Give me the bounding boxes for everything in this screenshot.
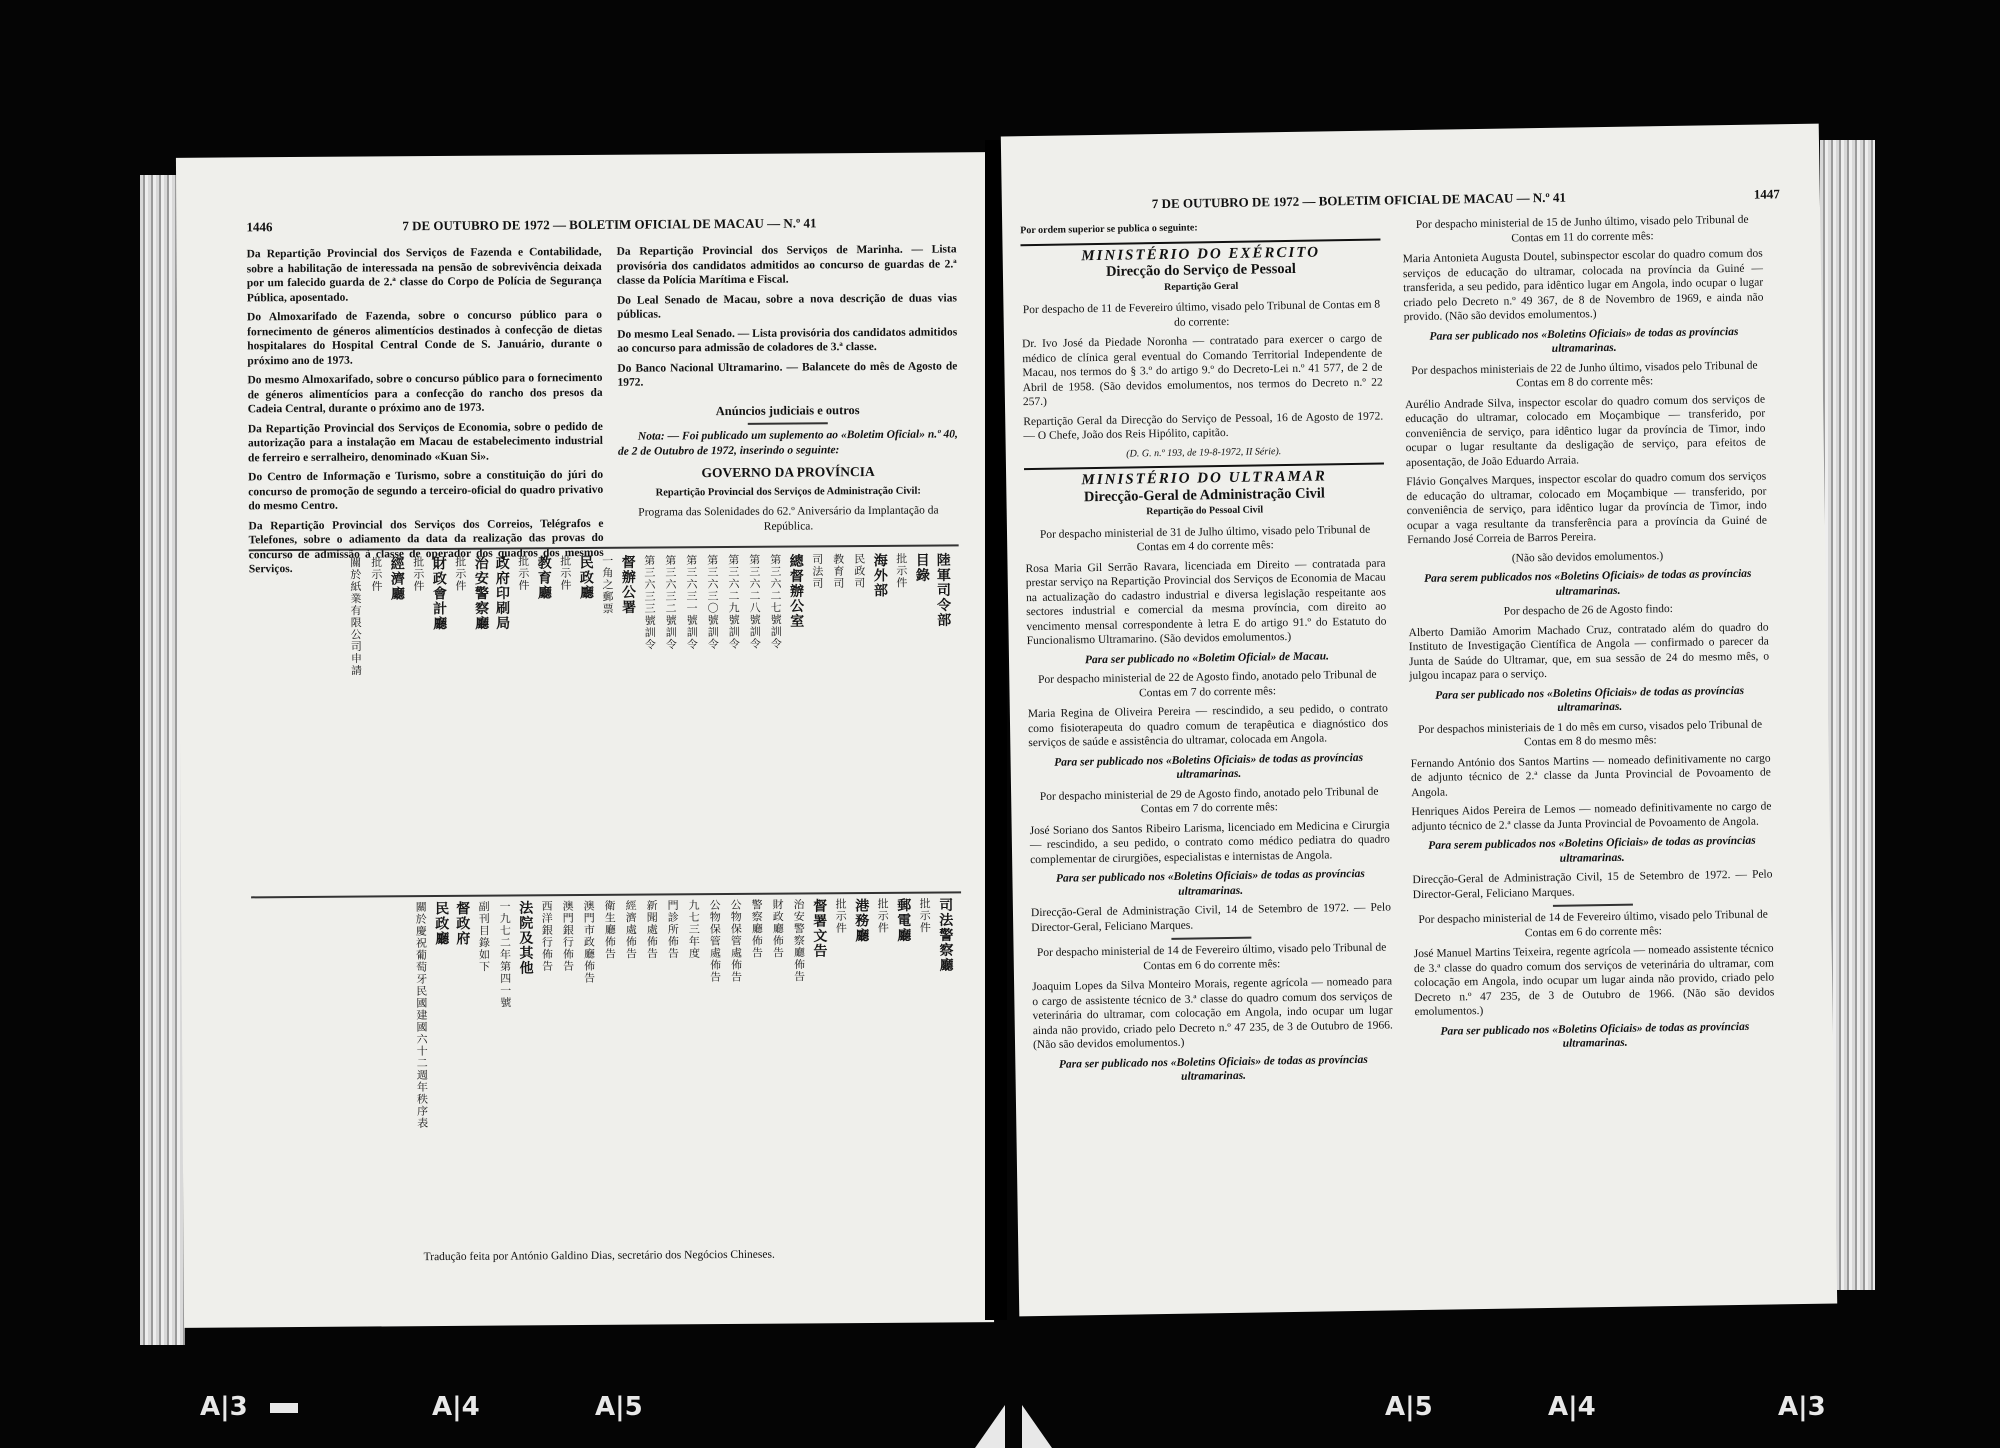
chinese-index-entry: 教育司	[831, 553, 845, 590]
publication-note: Para ser publicado no «Boletim Oficial» de Macau.	[1084, 649, 1330, 666]
chinese-index-entry: 第三六二九號訓令	[726, 553, 741, 651]
translation-credit: Tradução feita por António Galdino Dias, secretário dos Negócios Chineses.	[423, 1248, 775, 1264]
dispatch-paragraph: Fernando António dos Santos Martins — nomeado definitivamente no cargo de adjunto técnico de 2.ª classe da Junta Provincial de Povoamento de Angola.	[1410, 751, 1771, 799]
source-reference: (D. G. n.º 193, de 19-8-1972, II Série).	[1126, 445, 1282, 460]
chinese-index-entry: 港務廳	[853, 898, 870, 944]
chinese-index-entry: 第三六三三號訓令	[642, 554, 657, 651]
publication-note: Para ser publicado nos «Boletins Oficiais» de todas as províncias ultramarinas.	[1055, 867, 1365, 898]
film-marker: A|3	[1778, 1392, 1826, 1422]
chinese-index-entry: 郵電廳	[895, 897, 912, 943]
dispatch-paragraph: Por despacho de 11 de Fevereiro último, visado pelo Tribunal de Contas em 8 do corrente:	[1022, 298, 1381, 329]
chinese-index-entry: 副刊目錄如下	[477, 900, 491, 973]
chinese-index-entry: 公物保管處佈告	[708, 899, 722, 984]
dispatch-paragraph: Por despachos ministeriais de 1 do mês em curso, visados pelo Tribunal de Contas em 8 do mesmo mês:	[1418, 718, 1763, 749]
dispatch-paragraph: Alberto Damião Amorim Machado Cruz, contratado além do quadro do Instituto de Investigação Científica de Angola — confirmado o parecer da Junta de Saúde do Ultramar, que, em sua sessão de 24 do mesmo mês, o julgou incapaz para o serviço.	[1408, 620, 1770, 683]
ministry-heading: MINISTÉRIO DO EXÉRCITO	[1020, 238, 1380, 264]
chinese-index-entry: 財政會計廳	[430, 555, 448, 632]
chinese-index-entry: 民政廳	[577, 554, 595, 601]
chinese-index-entry: 第三六二七號訓令	[768, 553, 783, 650]
chinese-index-entry: 西洋銀行佈告	[540, 900, 554, 973]
chinese-index-entry: 總督辦公室	[787, 553, 805, 629]
chinese-index-entry: 批示件	[558, 555, 572, 592]
summary-column-1	[247, 245, 604, 582]
right-column-2	[1402, 213, 1775, 1059]
chinese-index-entry: 批示件	[876, 897, 890, 934]
film-marker: A|4	[432, 1392, 480, 1422]
right-page-header	[1152, 186, 1780, 212]
dispatch-paragraph: Por despacho ministerial de 14 de Fevereiro último, visado pelo Tribunal de Contas em 6 do corrente mês:	[1036, 941, 1387, 972]
right-page	[1001, 124, 1837, 1317]
chinese-index-entry: 批示件	[453, 555, 467, 592]
chinese-index-entry: 門診所佈告	[666, 899, 680, 960]
chinese-index-entry: 關於紙業有限公司申請	[348, 556, 363, 677]
publication-note: Para serem publicados nos «Boletins Oficiais» de todas as províncias ultramarinas.	[1428, 834, 1756, 865]
chinese-index-entry: 九七三年度	[687, 899, 701, 960]
emoluments-note: (Não são devidos emolumentos.)	[1511, 549, 1664, 565]
dispatch-paragraph: Por despacho ministerial de 31 de Julho último, visado pelo Tribunal de Contas em 4 do corrente mês:	[1039, 523, 1371, 554]
summary-item: Do Almoxarifado de Fazenda, sobre o concurso público para o fornecimento de géneros alimentícios destinados à confecção de dietas hospitalares do Hospital Central Conde de S. Januário, durante o próximo ano de 1973.	[246, 308, 603, 367]
chinese-index-entry: 法院及其他	[517, 900, 534, 976]
publication-note: Para ser publicado nos «Boletins Oficiais» de todas as províncias ultramarinas.	[1429, 325, 1739, 355]
dispatch-paragraph: Por despachos ministeriais de 22 de Junho último, visados pelo Tribunal de Contas em 8 do corrente mês:	[1411, 359, 1758, 390]
left-page	[176, 152, 994, 1328]
chinese-index-entry: 陸軍司令部	[934, 552, 952, 628]
section-heading-governo: GOVERNO DA PROVÍNCIA	[701, 463, 875, 481]
chinese-index-entry: 司法司	[810, 553, 824, 590]
chinese-index-entry: 一九七二年第四一號	[498, 900, 512, 1009]
chinese-index-entry: 批示件	[894, 552, 908, 589]
nota: Nota: — Foi publicado um suplemento ao «Boletim Oficial» n.º 40, de 2 de Outubro de 1972, inserindo o seguinte:	[617, 428, 958, 458]
dispatch-paragraph: Dr. Ivo José da Piedade Noronha — contratado para exercer o cargo de médico de clínica geral eventual do Comando Territorial Independente de Macau, nos termos do § 3.º do artigo 9.º do Decreto-Lei n.º 41 577, de 2 de Abril de 1958. (São devidos emolumentos, nos termos do Decreto n.º 22 257.)	[1021, 332, 1383, 409]
publication-note: Para serem publicados nos «Boletins Oficiais» de todas as províncias ultramarinas.	[1423, 567, 1752, 598]
department-heading: Repartição Geral	[1164, 280, 1239, 293]
film-marker: A|5	[595, 1392, 643, 1422]
chinese-index-entry: 批示件	[516, 555, 530, 592]
directorate-heading: Direcção do Serviço de Pessoal	[1105, 260, 1296, 280]
publication-note: Para ser publicado nos «Boletins Oficiais» de todas as províncias ultramarinas.	[1440, 1020, 1750, 1050]
film-marker: A|5	[1385, 1392, 1433, 1422]
summary-column-2	[617, 242, 959, 539]
chinese-index-entry: 經濟廳	[388, 556, 406, 602]
intro: Por ordem superior se publica o seguinte:	[1020, 222, 1198, 237]
dispatch-paragraph: José Soriano dos Santos Ribeiro Larisma, licenciado em Medicina e Cirurgia — rescindido, a seu pedido, o contrato como médico pediatra do quadro complementar de cirurgiões, especialistas e internistas de Angola.	[1029, 818, 1390, 866]
publication-note: Para ser publicado nos «Boletins Oficiais» de todas as províncias ultramarinas.	[1435, 684, 1745, 714]
dispatch-paragraph: Por despacho de 26 de Agosto findo:	[1503, 602, 1674, 618]
summary-item: Do Leal Senado de Macau, sobre a nova descrição de duas vias públicas.	[616, 291, 957, 321]
running-title: 7 DE OUTUBRO DE 1972 — BOLETIM OFICIAL DE MACAU — N.º 41	[1151, 189, 1567, 212]
summary-item: Do mesmo Leal Senado. — Lista provisória dos candidatos admitidos ao concurso para admissão de coladores de 3.ª classe.	[617, 325, 958, 355]
film-marker: A|3	[200, 1392, 248, 1422]
chinese-index-entry: 目錄	[913, 552, 930, 583]
dispatch-paragraph: Maria Regina de Oliveira Pereira — rescindido, a seu pedido, o contrato como fisioterapeuta do quadro comum de terapêutica e diagnóstico dos serviços de saúde e assistência do ultramar, colocada em Angola.	[1027, 702, 1389, 750]
chinese-index-bottom	[251, 897, 953, 1232]
film-marker: A|4	[1548, 1392, 1596, 1422]
programa: Programa das Solenidades do 62.º Aniversário da Implantação da República.	[638, 504, 939, 533]
chinese-index-entry: 財政廳佈告	[771, 898, 785, 959]
film-center-notch	[1022, 1405, 1052, 1448]
dispatch-paragraph: Repartição Geral da Direcção do Serviço de Pessoal, 16 de Agosto de 1972. — O Chefe, João dos Reis Hipólito, capitão.	[1023, 410, 1384, 443]
chinese-index-entry: 第三六三二號訓令	[663, 554, 678, 651]
department-heading: Repartição do Pessoal Civil	[1146, 504, 1264, 518]
chinese-index-entry: 司法警察廳	[937, 897, 954, 973]
dispatch-paragraph: Por despacho ministerial de 29 de Agosto findo, anotado pelo Tribunal de Contas em 7 do corrente mês:	[1039, 785, 1379, 816]
dispatch-paragraph: Por despacho ministerial de 15 de Junho último, visado pelo Tribunal de Contas em 11 do corrente mês:	[1415, 213, 1749, 244]
summary-item: Da Repartição Provincial dos Serviços dos Correios, Telégrafos e Telefones, sobre o adiamento da data da realização das provas do concurso de admissão à classe de operador dos quadros dos mesmos Serviços.	[248, 517, 604, 576]
chinese-index-entry: 批示件	[369, 556, 383, 593]
chinese-index-entry: 批示件	[834, 898, 848, 935]
page-number: 1446	[246, 219, 273, 235]
chinese-index-entry: 第三六三〇號訓令	[705, 554, 720, 651]
chinese-index-entry: 新聞處佈告	[645, 899, 659, 960]
reparticao-heading: Repartição Provincial dos Serviços de Administração Civil:	[655, 485, 921, 499]
running-title: 7 DE OUTUBRO DE 1972 — BOLETIM OFICIAL DE MACAU — N.º 41	[402, 215, 817, 234]
chinese-index-top	[249, 552, 951, 857]
dispatch-paragraph: José Manuel Martins Teixeira, regente agrícola — nomeado assistente técnico de 3.ª classe do quadro comum dos serviços de veterinária do ultramar, com colocação em Angola, indo ocupar um lugar ainda não provido, criado pelo Decreto n.º 47 235, de 3 de Outubro de 1966. (Não são devidos emolumentos.)	[1413, 942, 1775, 1019]
chinese-index-entry: 治安警察廳佈告	[792, 898, 806, 983]
signature-line: Direcção-Geral de Administração Civil, 15 de Setembro de 1972. — Pelo Director-Geral, Feliciano Marques.	[1412, 868, 1773, 901]
chinese-index-entry: 澳門銀行佈告	[561, 900, 575, 973]
publication-note: Para ser publicado nos «Boletins Oficiais» de todas as províncias ultramarinas.	[1058, 1053, 1368, 1083]
chinese-index-entry: 督辦公署	[619, 554, 637, 615]
summary-item: Do mesmo Almoxarifado, sobre o concurso público para o fornecimento de géneros alimentícios para a confecção do rancho dos presos da Cadeia Central, durante o próximo ano de 1973.	[247, 371, 603, 416]
dispatch-paragraph: Flávio Gonçalves Marques, inspector escolar do quadro comum dos serviços de educação do ultramar, colocado em Moçambique — transferido, por conveniência de serviço, para idêntico lugar da província de Timor, indo ocupar a vaga resultante da transferência para a província da Guiné de Fernando José Correia de Barros Pereira.	[1406, 470, 1767, 547]
summary-item: Do Centro de Informação e Turismo, sobre a constituição do júri do concurso de promoção de segundo a terceiro-oficial do quadro privativo do mesmo Centro.	[248, 468, 604, 513]
chinese-index-entry: 民政司	[852, 553, 866, 590]
summary-item: Da Repartição Provincial dos Serviços de Marinha. — Lista provisória dos candidatos admitidos ao concurso de guardas de 2.ª classe da Polícia Marítima e Fiscal.	[616, 243, 957, 287]
chinese-index-entry: 公物保管處佈告	[729, 898, 743, 983]
left-page-header	[246, 214, 946, 235]
summary-item: Do Banco Nacional Ultramarino. — Balancete do mês de Agosto de 1972.	[617, 359, 958, 389]
publication-note: Para ser publicado nos «Boletins Oficiais» de todas as províncias ultramarinas.	[1054, 751, 1364, 781]
chinese-index-entry: 澳門市政廳佈告	[582, 899, 596, 985]
section-heading-anuncios: Anúncios judiciais e outros	[715, 402, 860, 418]
dispatch-paragraph: Por despacho ministerial de 14 de Fevereiro último, visado pelo Tribunal de Contas em 6 do corrente mês:	[1418, 908, 1768, 939]
film-center-notch	[975, 1405, 1005, 1448]
directorate-heading: Direcção-Geral de Administração Civil	[1083, 484, 1326, 505]
chinese-index-entry: 治安警察廳	[472, 555, 490, 631]
dispatch-paragraph: Por despacho ministerial de 22 de Agosto findo, anotado pelo Tribunal de Contas em 7 do corrente mês:	[1037, 668, 1377, 699]
chinese-index-entry: 第三六三一號訓令	[684, 554, 699, 651]
right-column-1	[1020, 219, 1394, 1092]
dispatch-paragraph: Henriques Aidos Pereira de Lemos — nomeado definitivamente no cargo de adjunto técnico de 2.ª classe da Junta Provincial de Povoamento de Angola.	[1411, 800, 1772, 833]
signature-line: Direcção-Geral de Administração Civil, 14 de Setembro de 1972. — Pelo Director-Geral, Feliciano Marques.	[1030, 901, 1392, 934]
dispatch-paragraph: Rosa Maria Gil Serrão Ravara, licenciada em Direito — contratada para prestar serviço na Repartição Provincial dos Serviços de Economia de Macau na actualização do cadastro industrial e diversa legislação respeitante aos sectores industrial e comercial da mesma província, com direito ao vencimento mensal correspondente à letra E do artigo 91.º do Estatuto do Funcionalismo Ultramarino. (São devidos emolumentos.)	[1025, 557, 1387, 648]
ministry-heading: MINISTÉRIO DO ULTRAMAR	[1024, 463, 1384, 489]
dispatch-paragraph: Joaquim Lopes da Silva Monteiro Morais, regente agrícola — nomeado para o cargo de assistente técnico de 3.ª classe do quadro comum dos serviços de veterinária do ultramar, com colocação em Angola, indo ocupar um lugar ainda não provido, criado pelo Decreto n.º 47 235, de 3 de Outubro de 1966. (Não são devidos emolumentos.)	[1032, 975, 1393, 1052]
chinese-index-entry: 政府印刷局	[493, 555, 511, 631]
dispatch-paragraph: Maria Antonieta Augusta Doutel, subinspector escolar do quadro comum dos serviços de educação do ultramar, colocada na província da Guiné — transferida, a seu pedido, para idêntico lugar em Angola, indo ocupar o lugar criado pelo Decreto n.º 49 367, de 8 de Novembro de 1969, e ainda não provido. (Não são devidos emolumentos.)	[1402, 247, 1764, 324]
chinese-index-entry: 衛生廳佈告	[603, 899, 617, 960]
dispatch-paragraph: Aurélio Andrade Silva, inspector escolar do quadro comum dos serviços de educação do ultramar, colocado em Moçambique — transferido, por conveniência de serviço, para idêntico lugar da província de Timor, indo ocupar o lugar resultante da desligação de serviço, para efeitos de aposentação, de João Eduardo Arraia.	[1404, 393, 1766, 469]
chinese-index-entry: 一角之郵票	[600, 554, 615, 615]
chinese-index-entry: 教育廳	[535, 555, 553, 601]
film-notch	[270, 1403, 298, 1413]
chinese-index-entry: 督政府	[454, 900, 471, 946]
page-number: 1447	[1753, 186, 1780, 202]
summary-item: Da Repartição Provincial dos Serviços de Economia, sobre o pedido de autorização para a instalação em Macau de estabelecimento industrial de ferreiro e serralheiro, denominado «Kuan Si».	[247, 420, 603, 464]
chinese-index-entry: 批示件	[918, 897, 932, 934]
chinese-index-entry: 民政廳	[433, 900, 450, 947]
chinese-index-entry: 關於慶祝葡萄牙民國建國六十二週年秩序表	[414, 901, 429, 1130]
chinese-index-entry: 督署文告	[811, 898, 828, 959]
chinese-index-entry: 經濟處佈告	[624, 899, 638, 960]
chinese-index-entry: 警察廳佈告	[750, 898, 764, 959]
chinese-index-entry: 第三六二八號訓令	[747, 553, 762, 650]
chinese-index-entry: 批示件	[411, 556, 425, 593]
chinese-index-entry: 海外部	[871, 552, 889, 598]
summary-item: Da Repartição Provincial dos Serviços de Fazenda e Contabilidade, sobre a habilitação de interessada na pensão de sobrevivência deixada por um falecido guarda de 2.ª classe do Corpo de Polícia de Segurança Pública, aposentado.	[246, 245, 602, 304]
